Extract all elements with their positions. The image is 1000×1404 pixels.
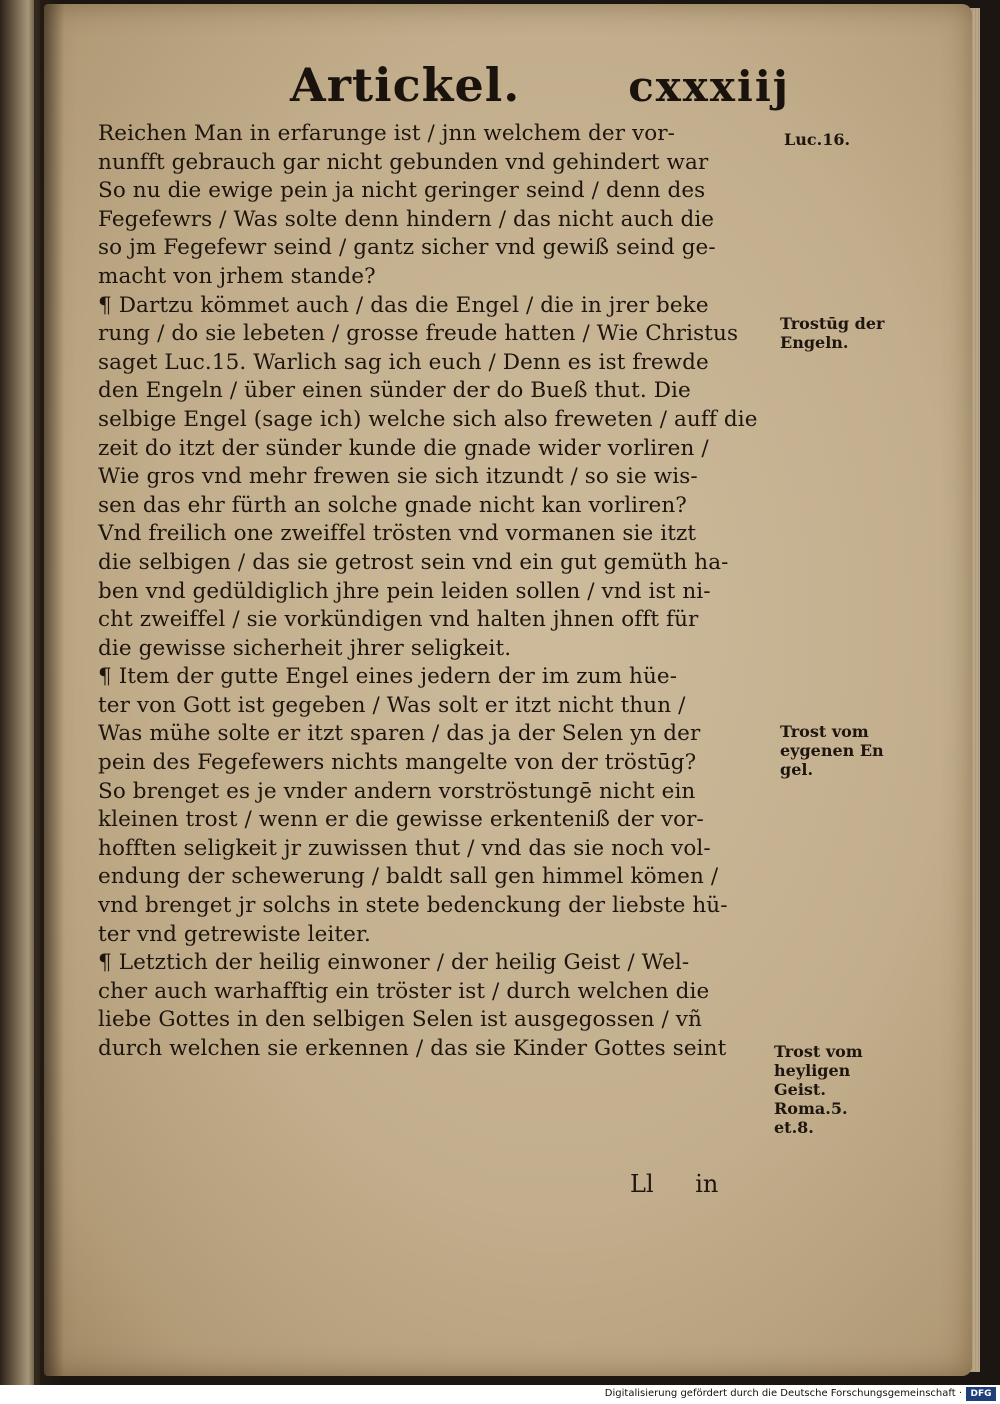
- marginal-note-line: Trost vom: [774, 1042, 863, 1061]
- marginal-note-line: Luc.16.: [784, 130, 851, 149]
- marginal-note-line: Trostūg der: [780, 314, 885, 333]
- marginal-note-line: Geist.: [774, 1080, 826, 1099]
- running-head: Artickel.: [290, 58, 521, 112]
- marginal-note-line: heyligen: [774, 1061, 851, 1080]
- marginal-note-line: eygenen En: [780, 741, 884, 760]
- text-line: rung / do sie lebeten / grosse freude hatten / Wie Christus: [98, 321, 739, 347]
- marginal-note-luc16: [784, 130, 850, 149]
- text-line: endung der schewerung / baldt sall gen himmel kömen /: [98, 864, 719, 890]
- marginal-note-line: Trost vom: [780, 722, 869, 741]
- text-line: ter von Gott ist gegeben / Was solt er itzt nicht thun /: [98, 692, 686, 718]
- text-line: kleinen trost / wenn er die gewisse erkenteniß der vor-: [98, 807, 704, 833]
- text-line: ¶ Letztich der heilig einwoner / der heilig Geist / Wel-: [98, 950, 690, 976]
- text-line: zeit do itzt der sünder kunde die gnade wider vorliren /: [98, 435, 709, 461]
- digitization-footer: [0, 1385, 1000, 1404]
- text-line: die selbigen / das sie getrost sein vnd ein gut gemüth ha-: [98, 549, 729, 575]
- text-line: selbige Engel (sage ich) welche sich also freweten / auff die: [98, 406, 758, 432]
- text-line: sen das ehr fürth an solche gnade nicht kan vorliren?: [98, 492, 687, 518]
- marginal-note-line: Engeln.: [780, 333, 849, 352]
- text-line: so jm Fegefewr seind / gantz sicher vnd gewiß seind ge-: [98, 235, 716, 261]
- text-line: vnd brenget jr solchs in stete bedenckung der liebste hü-: [98, 893, 728, 919]
- marginal-note-line: et.8.: [774, 1118, 814, 1137]
- folio-number: cxxxiij: [628, 62, 790, 111]
- text-line: Was mühe solte er itzt sparen / das ja der Selen yn der: [98, 721, 701, 747]
- marginal-note-line: gel.: [780, 760, 814, 779]
- catchword: Ll in: [630, 1170, 719, 1198]
- dfg-logo: DFG: [966, 1387, 996, 1401]
- marginal-note-heiliger-geist: [774, 1042, 863, 1137]
- text-line: ¶ Item der gutte Engel eines jedern der im zum hüe-: [98, 664, 678, 690]
- marginal-note-line: Roma.5.: [774, 1099, 848, 1118]
- text-line: cher auch warhafftig ein tröster ist / durch welchen die: [98, 978, 710, 1004]
- text-line: hofften seligkeit jr zuwissen thut / vnd das sie noch vol-: [98, 835, 711, 861]
- text-line: macht von jrhem stande?: [98, 263, 376, 289]
- text-line: Wie gros vnd mehr frewen sie sich itzundt / so sie wis-: [98, 464, 698, 490]
- text-line: ben vnd gedüldiglich jhre pein leiden sollen / vnd ist ni-: [98, 578, 711, 604]
- text-line: So nu die ewige pein ja nicht geringer seind / denn des: [98, 178, 706, 204]
- text-line: durch welchen sie erkennen / das sie Kinder Gottes seint: [98, 1036, 727, 1061]
- text-line: liebe Gottes in den selbigen Selen ist ausgegossen / vñ: [98, 1007, 703, 1033]
- text-line: Reichen Man in erfarunge ist / jnn welchem der vor-: [98, 121, 676, 146]
- marginal-note-trost-engel: [780, 314, 884, 352]
- text-line: cht zweiffel / sie vorkündigen vnd halten jhnen offt für: [98, 607, 699, 633]
- text-line: die gewisse sicherheit jhrer seligkeit.: [98, 635, 512, 661]
- text-line: ter vnd getrewiste leiter.: [98, 921, 371, 947]
- text-line: pein des Fegefewers nichts mangelte von der tröstūg?: [98, 750, 697, 776]
- text-line: Vnd freilich one zweiffel trösten vnd vormanen sie itzt: [98, 521, 697, 547]
- text-line: saget Luc.15. Warlich sag ich euch / Denn es ist frewde: [98, 349, 709, 375]
- marginal-note-eigen-engel: [780, 722, 884, 779]
- text-line: nunfft gebrauch gar nicht gebunden vnd gehindert war: [98, 149, 709, 175]
- spine-shadow: [34, 0, 64, 1385]
- text-line: ¶ Dartzu kömmet auch / das die Engel / die in jrer beke: [98, 292, 709, 318]
- text-line: So brenget es je vnder andern vorströstungē nicht ein: [98, 778, 696, 804]
- funding-credit: Digitalisierung gefördert durch die Deutsche Forschungsgemeinschaft ·: [604, 1388, 962, 1399]
- main-text-block: [98, 120, 778, 1064]
- text-line: den Engeln / über einen sünder der do Bueß thut. Die: [98, 378, 691, 404]
- page-header: [290, 58, 790, 128]
- text-line: Fegefewrs / Was solte denn hindern / das nicht auch die: [98, 206, 715, 232]
